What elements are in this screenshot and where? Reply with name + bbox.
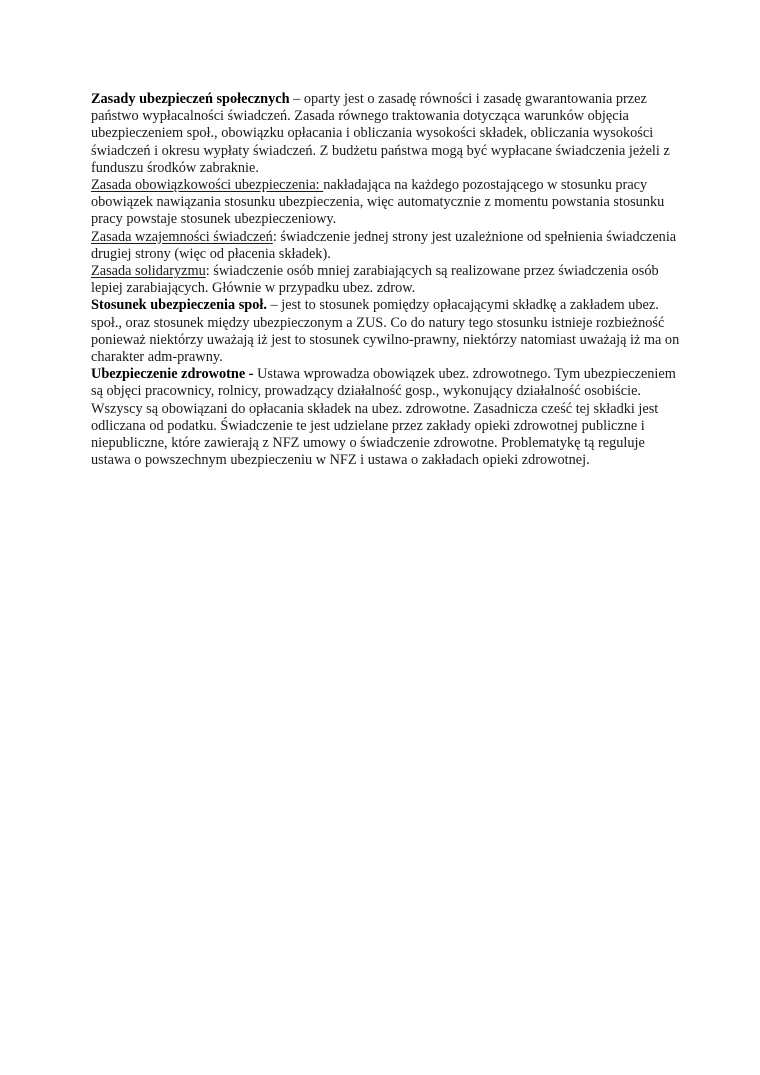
text-mandatory-principle: nakładająca na każdego pozostającego w stosunku pracy obowiązek nawiązania stosunku ubezpieczenia, więc automatycznie z momentu powstania stosunku pracy powstaje stosunek ubezpieczeniowy. <box>91 177 665 228</box>
heading-mandatory-principle: Zasada obowiązkowości ubezpieczenia: <box>91 177 324 194</box>
paragraph-health-insurance <box>91 366 681 469</box>
paragraph-social-insurance-principles <box>91 91 681 177</box>
text-social-insurance-principles: – oparty jest o zasadę równości i zasadę gwarantowania przez państwo wypłacalności świadczeń. Zasada równego traktowania dotycząca warunków objęcia ubezpieczeniem społ., obowiązku opłacania i obliczania wysokości składek, obliczania wysokości świadczeń i okresu wypłaty świadczeń. Z budżetu państwa mogą być wypłacane świadczenia jeżeli z funduszu środków zabraknie. <box>91 91 670 176</box>
paragraph-insurance-relationship <box>91 297 681 366</box>
text-reciprocity-principle: : świadczenie jednej strony jest uzależnione od spełnienia świadczenia drugiej strony (więc od płacenia składek). <box>91 228 677 262</box>
heading-health-insurance: Ubezpieczenie zdrowotne - <box>91 366 258 383</box>
text-health-insurance: Ustawa wprowadza obowiązek ubez. zdrowotnego. Tym ubezpieczeniem są objęci pracownicy, rolnicy, prowadzący działalność gosp., wykonujący działalność osobiście. Wszyscy są obowiązani do opłacania składek na ubez. zdrowotne. Zasadnicza cześć tej składki jest odliczana od podatku. Świadczenie te jest udzielane przez zakłady opieki zdrowotnej publiczne i niepubliczne, które zawierają z NFZ umowy o świadczenie zdrowotne. Problematykę tą reguluje ustawa o powszechnym ubezpieczeniu w NFZ i ustawa o zakładach opieki zdrowotnej. <box>91 366 676 469</box>
paragraph-solidarity-principle <box>91 263 681 297</box>
paragraph-reciprocity-principle <box>91 229 681 263</box>
heading-solidarity-principle: Zasada solidaryzmu <box>91 263 206 280</box>
paragraph-mandatory-principle <box>91 177 681 229</box>
heading-insurance-relationship: Stosunek ubezpieczenia społ. <box>91 297 267 314</box>
text-insurance-relationship: – jest to stosunek pomiędzy opłacającymi składkę a zakładem ubez. społ., oraz stosunek między ubezpieczonym a ZUS. Co do natury tego stosunku istnieje rozbieżność ponieważ niektórzy uważają iż jest to stosunek cywilno-prawny, niektórzy natomiast uważają iż ma on charakter adm-prawny. <box>91 297 680 366</box>
text-solidarity-principle: : świadczenie osób mniej zarabiających są realizowane przez świadczenia osób lepiej zarabiających. Głównie w przypadku ubez. zdrow. <box>91 263 659 297</box>
document-body <box>91 91 681 469</box>
heading-social-insurance-principles: Zasady ubezpieczeń społecznych <box>91 91 290 107</box>
heading-reciprocity-principle: Zasada wzajemności świadczeń <box>91 228 273 245</box>
